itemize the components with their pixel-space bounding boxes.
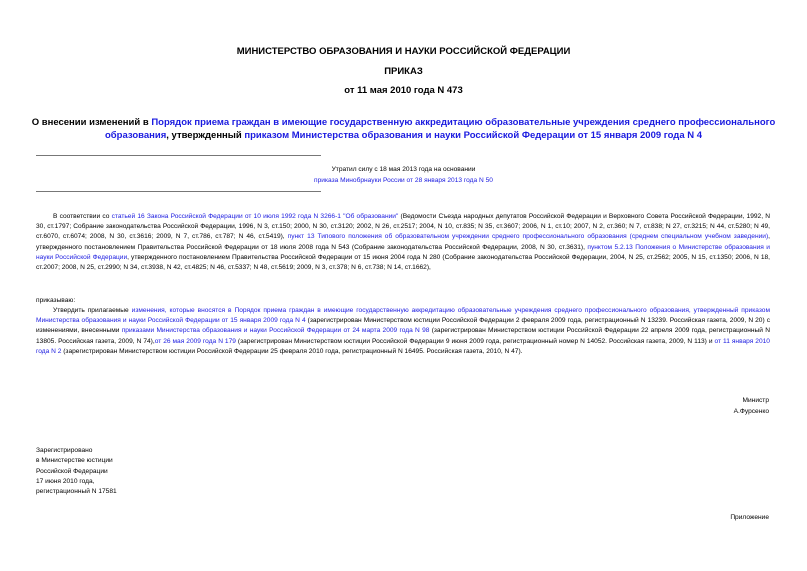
preamble-paragraph [36, 212, 770, 273]
p2-text-2: (зарегистрирован Министерством юстиции Российской Федерации 2 февраля 2009 года, регистрационный N 13239. Российская газета, 2009, N 20) с изменениями, внесенными [36, 317, 770, 335]
registration-line: Зарегистрировано [36, 447, 93, 454]
registration-block [36, 446, 117, 497]
p2-link-order-98[interactable]: приказами Министерства образования и науки Российской Федерации от 24 марта 2009 года N 98 [121, 327, 430, 335]
p2-link-order-179[interactable]: от 26 мая 2009 года N 179 [154, 337, 236, 345]
p1-text-2: (Ведомости Съезда народных депутатов Российской Федерации и Верховного Совета Российской Федерации, 1992, N 30, ст.1797; Собрание законодательства Российской Федерации, 1996, N 3, ст.150; 2000, N 30, ст.3120; 2002, N 26, ст.2517; 2004, N 10, ст.835; N 35, ст.3607; 2006, N 1, ст.10; 2007, N 2, ст.360; N 7, ст.838; N 27, ст.3215; N 44, ст.5280; N 49, ст.6070, ст.6074; 2008, N 30, ст.3616; 2009, N 7, ст.786, ст.787; N 46, ст.5419), [36, 213, 770, 241]
resolution-paragraph [36, 306, 770, 357]
p1-link-regulation[interactable]: пункт 13 Типового положения об образовательном учреждении среднего профессионального образования (среднем специальном учебном заведении) [287, 233, 769, 241]
p2-text-1: Утвердить прилагаемые [53, 307, 132, 314]
p2-text-4: (зарегистрирован Министерством юстиции Российской Федерации 9 июня 2009 года, регистрационный номер N 14052. Российская газета, 2009, N 113) и [235, 337, 715, 345]
order-date-heading: от 11 мая 2010 года N 473 [344, 85, 463, 96]
title-link-procedure[interactable]: Порядок приема граждан в имеющие государственную аккредитацию образовательные учреждения среднего профессионального образования [104, 117, 776, 141]
signatory-position: Министр [742, 397, 769, 404]
registration-line: в Министерстве юстиции [36, 457, 113, 465]
appendix-label: Приложение [730, 514, 769, 521]
p1-text-1: В соответствии со [53, 213, 112, 220]
p1-text-3: , утвержденного постановлением Правительства Российской Федерации от 18 июля 2008 года N 543 (Собрание законодательства Российской Федерации, 2008, N 30, ст.3631), [36, 233, 770, 251]
p2-link-changes[interactable]: изменения, которые вносятся в Порядок приема граждан в имеющие государственную аккредитацию образовательные учреждения среднего профессионального образования, утвержденный приказом Министерства образования и науки Российской Федерации от 15 января 2009 года N 4 [36, 307, 770, 325]
divider-top [36, 155, 321, 156]
registration-line: 17 июня 2010 года, [36, 477, 95, 485]
p1-text-5: (Собрание законодательства Российской Федерации, 2004, N 25, ст.2562; 2005, N 15, ст.1350; 2006, N 18, ст.2007; 2008, N 25, ст.2990; N 34, ст.3938, N 42, ст.4825; N 46, ст.5337; N 48, ст.5619; 2009, N 3, ст.378; N 6, ст.738; N 14, ст.1662), [36, 253, 771, 272]
registration-line: регистрационный N 17581 [36, 488, 117, 496]
signatory-name: А.Фурсенко [733, 408, 769, 415]
title-text-1: О внесении изменений в [31, 117, 152, 128]
title-link-order[interactable]: приказом Министерства образования и науки Российской Федерации от 15 января 2009 года N 4 [244, 130, 703, 141]
p1-text-4: , утвержденного постановлением Правительства Российской Федерации от 15 июня 2004 года N 280 [127, 253, 441, 261]
orders-word: приказываю: [36, 297, 76, 304]
p2-link-order-2[interactable]: от 11 января 2010 года N 2 [36, 337, 770, 355]
ministry-heading: МИНИСТЕРСТВО ОБРАЗОВАНИЯ И НАУКИ РОССИЙСКОЙ ФЕДЕРАЦИИ [236, 46, 571, 57]
registration-line: Российской Федерации [36, 467, 108, 475]
repeal-order-link[interactable]: приказа Минобрнауки России от 28 января 2013 года N 50 [314, 177, 493, 184]
p1-link-law[interactable]: статьей 16 Закона Российской Федерации от 10 июля 1992 года N 3266-1 "Об образовании" [111, 213, 399, 220]
validity-note-link-line [0, 177, 807, 184]
p2-text-5: (зарегистрирован Министерством юстиции Российской Федерации 25 февраля 2010 года, регистрационный N 16495. Российская газета, 2010, N 47). [61, 347, 523, 355]
validity-note: Утратил силу с 18 мая 2013 года на основании [331, 166, 476, 173]
order-type-heading: ПРИКАЗ [384, 66, 423, 77]
p1-link-ministry-statute[interactable]: пунктом 5.2.13 Положения о Министерстве образования и науки Российской Федерации [36, 243, 770, 261]
divider-bottom [36, 191, 321, 192]
p2-text-3: (зарегистрирован Министерством юстиции Российской Федерации 22 апреля 2009 года, регистрационный N 13805. Российская газета, 2009, N 74), [36, 327, 770, 345]
title-text-2: , утвержденный [166, 130, 245, 141]
document-title [30, 116, 777, 142]
